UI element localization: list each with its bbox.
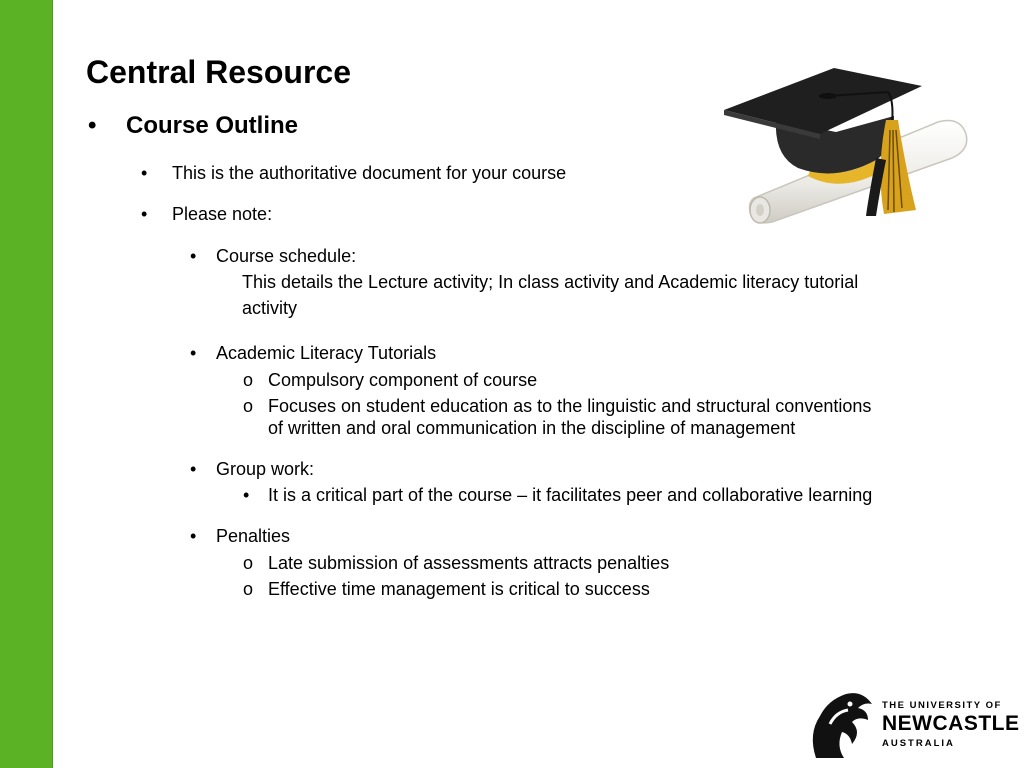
point-please-note: Please note: bbox=[172, 204, 273, 224]
seahorse-logo-icon bbox=[806, 688, 876, 760]
academic-literacy-item: Focuses on student education as to the linguistic and structural conventions bbox=[268, 396, 872, 416]
penalties-item: Effective time management is critical to success bbox=[268, 579, 650, 599]
slide-title: Central Resource bbox=[86, 54, 351, 90]
academic-literacy-item: Compulsory component of course bbox=[268, 370, 538, 390]
sub-bullet-marker: o bbox=[243, 396, 254, 416]
sub-bullet-marker: o bbox=[243, 370, 254, 390]
sub-bullet-marker: o bbox=[243, 579, 254, 599]
green-sidebar-bar bbox=[0, 0, 53, 768]
course-schedule-detail-cont: activity bbox=[242, 298, 298, 318]
course-schedule-label: Course schedule: bbox=[216, 246, 357, 266]
graduation-cap-icon bbox=[716, 60, 986, 230]
bullet-marker: • bbox=[141, 163, 148, 183]
bullet-marker: • bbox=[190, 526, 197, 546]
point-authoritative-document: This is the authoritative document for your course bbox=[172, 163, 567, 183]
group-work-label: Group work: bbox=[216, 459, 315, 479]
bullet-marker: • bbox=[243, 485, 250, 505]
penalties-item: Late submission of assessments attracts penalties bbox=[268, 553, 670, 573]
section-heading-course-outline: Course Outline bbox=[126, 112, 299, 139]
bullet-marker: • bbox=[190, 246, 197, 266]
sub-bullet-marker: o bbox=[243, 553, 254, 573]
academic-literacy-item-cont: of written and oral communication in the discipline of management bbox=[268, 418, 796, 438]
logo-text-newcastle: NEWCASTLE bbox=[882, 712, 1020, 735]
academic-literacy-label: Academic Literacy Tutorials bbox=[216, 343, 437, 363]
course-schedule-detail: This details the Lecture activity; In class activity and Academic literacy tutorial bbox=[242, 272, 859, 292]
logo-text-university-of: THE UNIVERSITY OF bbox=[882, 700, 1002, 711]
bullet-marker: • bbox=[88, 112, 97, 139]
bullet-marker: • bbox=[190, 459, 197, 479]
group-work-item: It is a critical part of the course – it facilitates peer and collaborative learning bbox=[268, 485, 873, 505]
bullet-marker: • bbox=[141, 204, 148, 224]
university-logo bbox=[806, 688, 1020, 760]
penalties-label: Penalties bbox=[216, 526, 291, 546]
bullet-marker: • bbox=[190, 343, 197, 363]
logo-text-australia: AUSTRALIA bbox=[882, 738, 955, 749]
